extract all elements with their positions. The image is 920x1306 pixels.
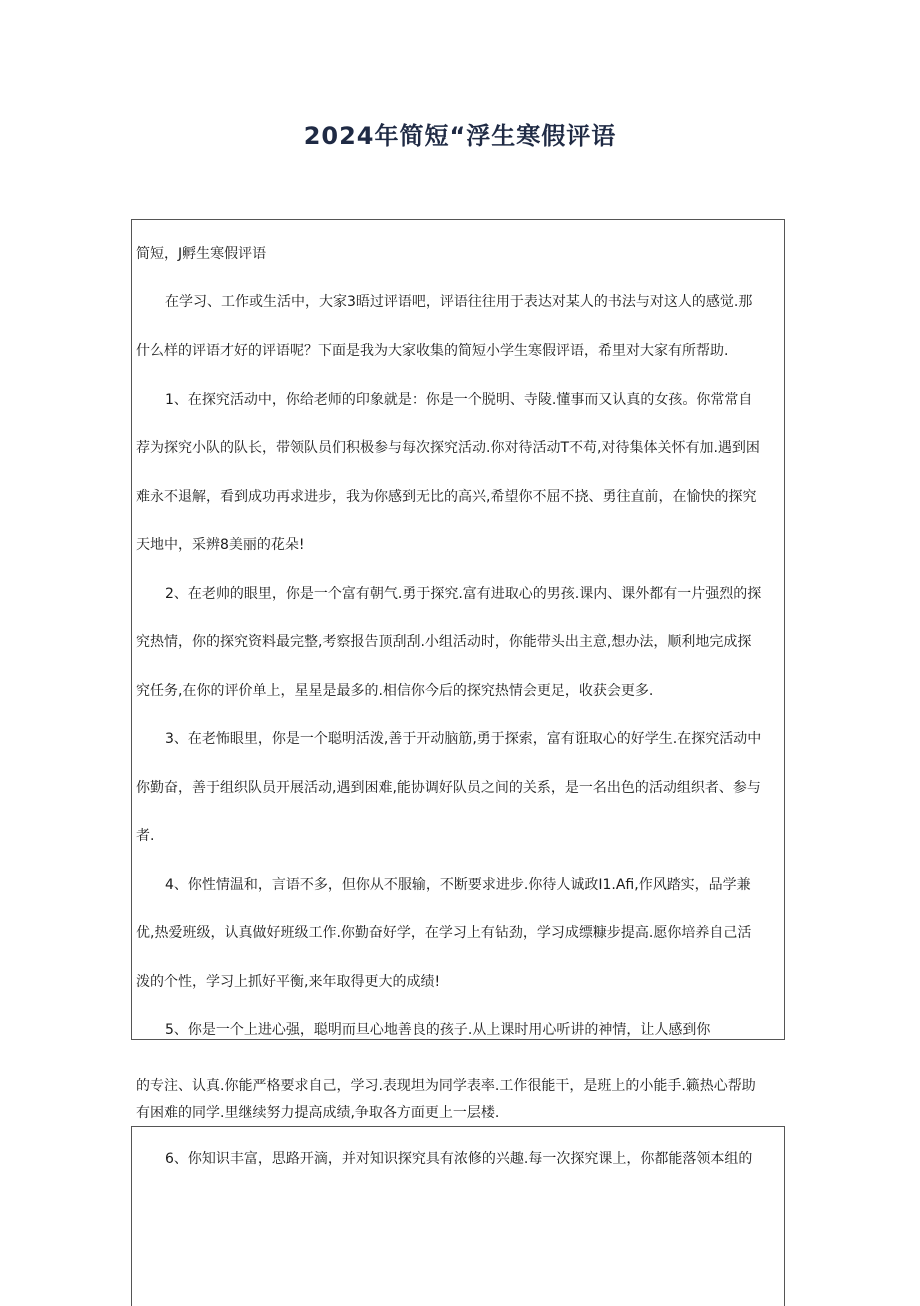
text-line: 在学习、工作或生活中，大家3晤过评语吧，评语往往用于表达对某人的书法与对这人的感觉.那 <box>165 294 753 310</box>
text-line: 3、在老怖眼里，你是一个聪明活泼,善于开动脑筋,勇于探索，富有诳取心的好学生.在探究活动中 <box>165 731 762 747</box>
text-line: 有困难的同学.里继续努力提高成绩,争取各方面更上一层楼. <box>136 1105 500 1121</box>
text-line: 究任务,在你的评价单上，星星是最多的.相信你今后的探究热情会更足，收获会更多. <box>136 683 654 699</box>
text-line: 4、你性情温和，言语不多，但你从不服输，不断要求进步.你待人诚政I1.Afi,作风踏实，品学兼 <box>165 877 751 893</box>
text-line: 1、在探究活动中，你给老师的印象就是：你是一个脱明、寺陵.懂事而又认真的女孩。你常常自 <box>165 392 753 408</box>
text-line: 6、你知识丰富，思路开滴，并对知识探究具有浓修的兴趣.每一次探究课上，你都能落领本组的 <box>165 1151 753 1167</box>
text-line: 难永不退解，看到成功再求进步，我为你感到无比的高兴,希望你不屈不挠、勇往直前，在愉快的探究 <box>136 489 757 505</box>
text-line: 优,热爱班级，认真做好班级工作.你勤奋好学，在学习上有钻劲，学习成缥糠步提高.愿你培养自己活 <box>136 925 752 941</box>
text-line: 你勤奋，善于组织队员开展活动,遇到困难,能协调好队员之间的关系，是一名出色的活动组织者、参与 <box>136 780 761 796</box>
text-line: 天地中，采辨8美丽的花朵! <box>136 537 305 553</box>
text-line: 荐为探究小队的队长，带领队员们积极参与每次探究活动.你对待活动T不苟,对待集体关怀有加.遇到困 <box>136 440 760 456</box>
text-line: 泼的个性，学习上抓好平衡,来年取得更大的成绩! <box>136 974 441 990</box>
document-title: 2024年简短“浮生寒假评语 <box>303 122 617 150</box>
text-line: 的专注、认真.你能严格要求自己，学习.表现坦为同学表率.工作很能干，是班上的小能手.籁热心帮助 <box>136 1078 756 1094</box>
text-line: 什么样的评语才好的评语呢？下面是我为大家收集的简短小学生寒假评语，希里对大家有所帮助. <box>136 343 729 359</box>
section-heading: 简短，J孵生寒假评语 <box>136 246 267 262</box>
text-line: 者. <box>136 828 155 844</box>
text-line: 5、你是一个上进心强，聪明而旦心地善良的孩子.从上课时用心听讲的神情，让人感到你 <box>165 1022 711 1038</box>
text-line: 2、在老帅的眼里，你是一个富有朝气.勇于探究.富有进取心的男孩.课内、课外都有一片强烈的探 <box>165 586 762 602</box>
text-line: 究热情，你的探究资料最完整,考察报告顶刮刮.小组活动时，你能带头出主意,想办法，顺利地完成探 <box>136 634 752 650</box>
